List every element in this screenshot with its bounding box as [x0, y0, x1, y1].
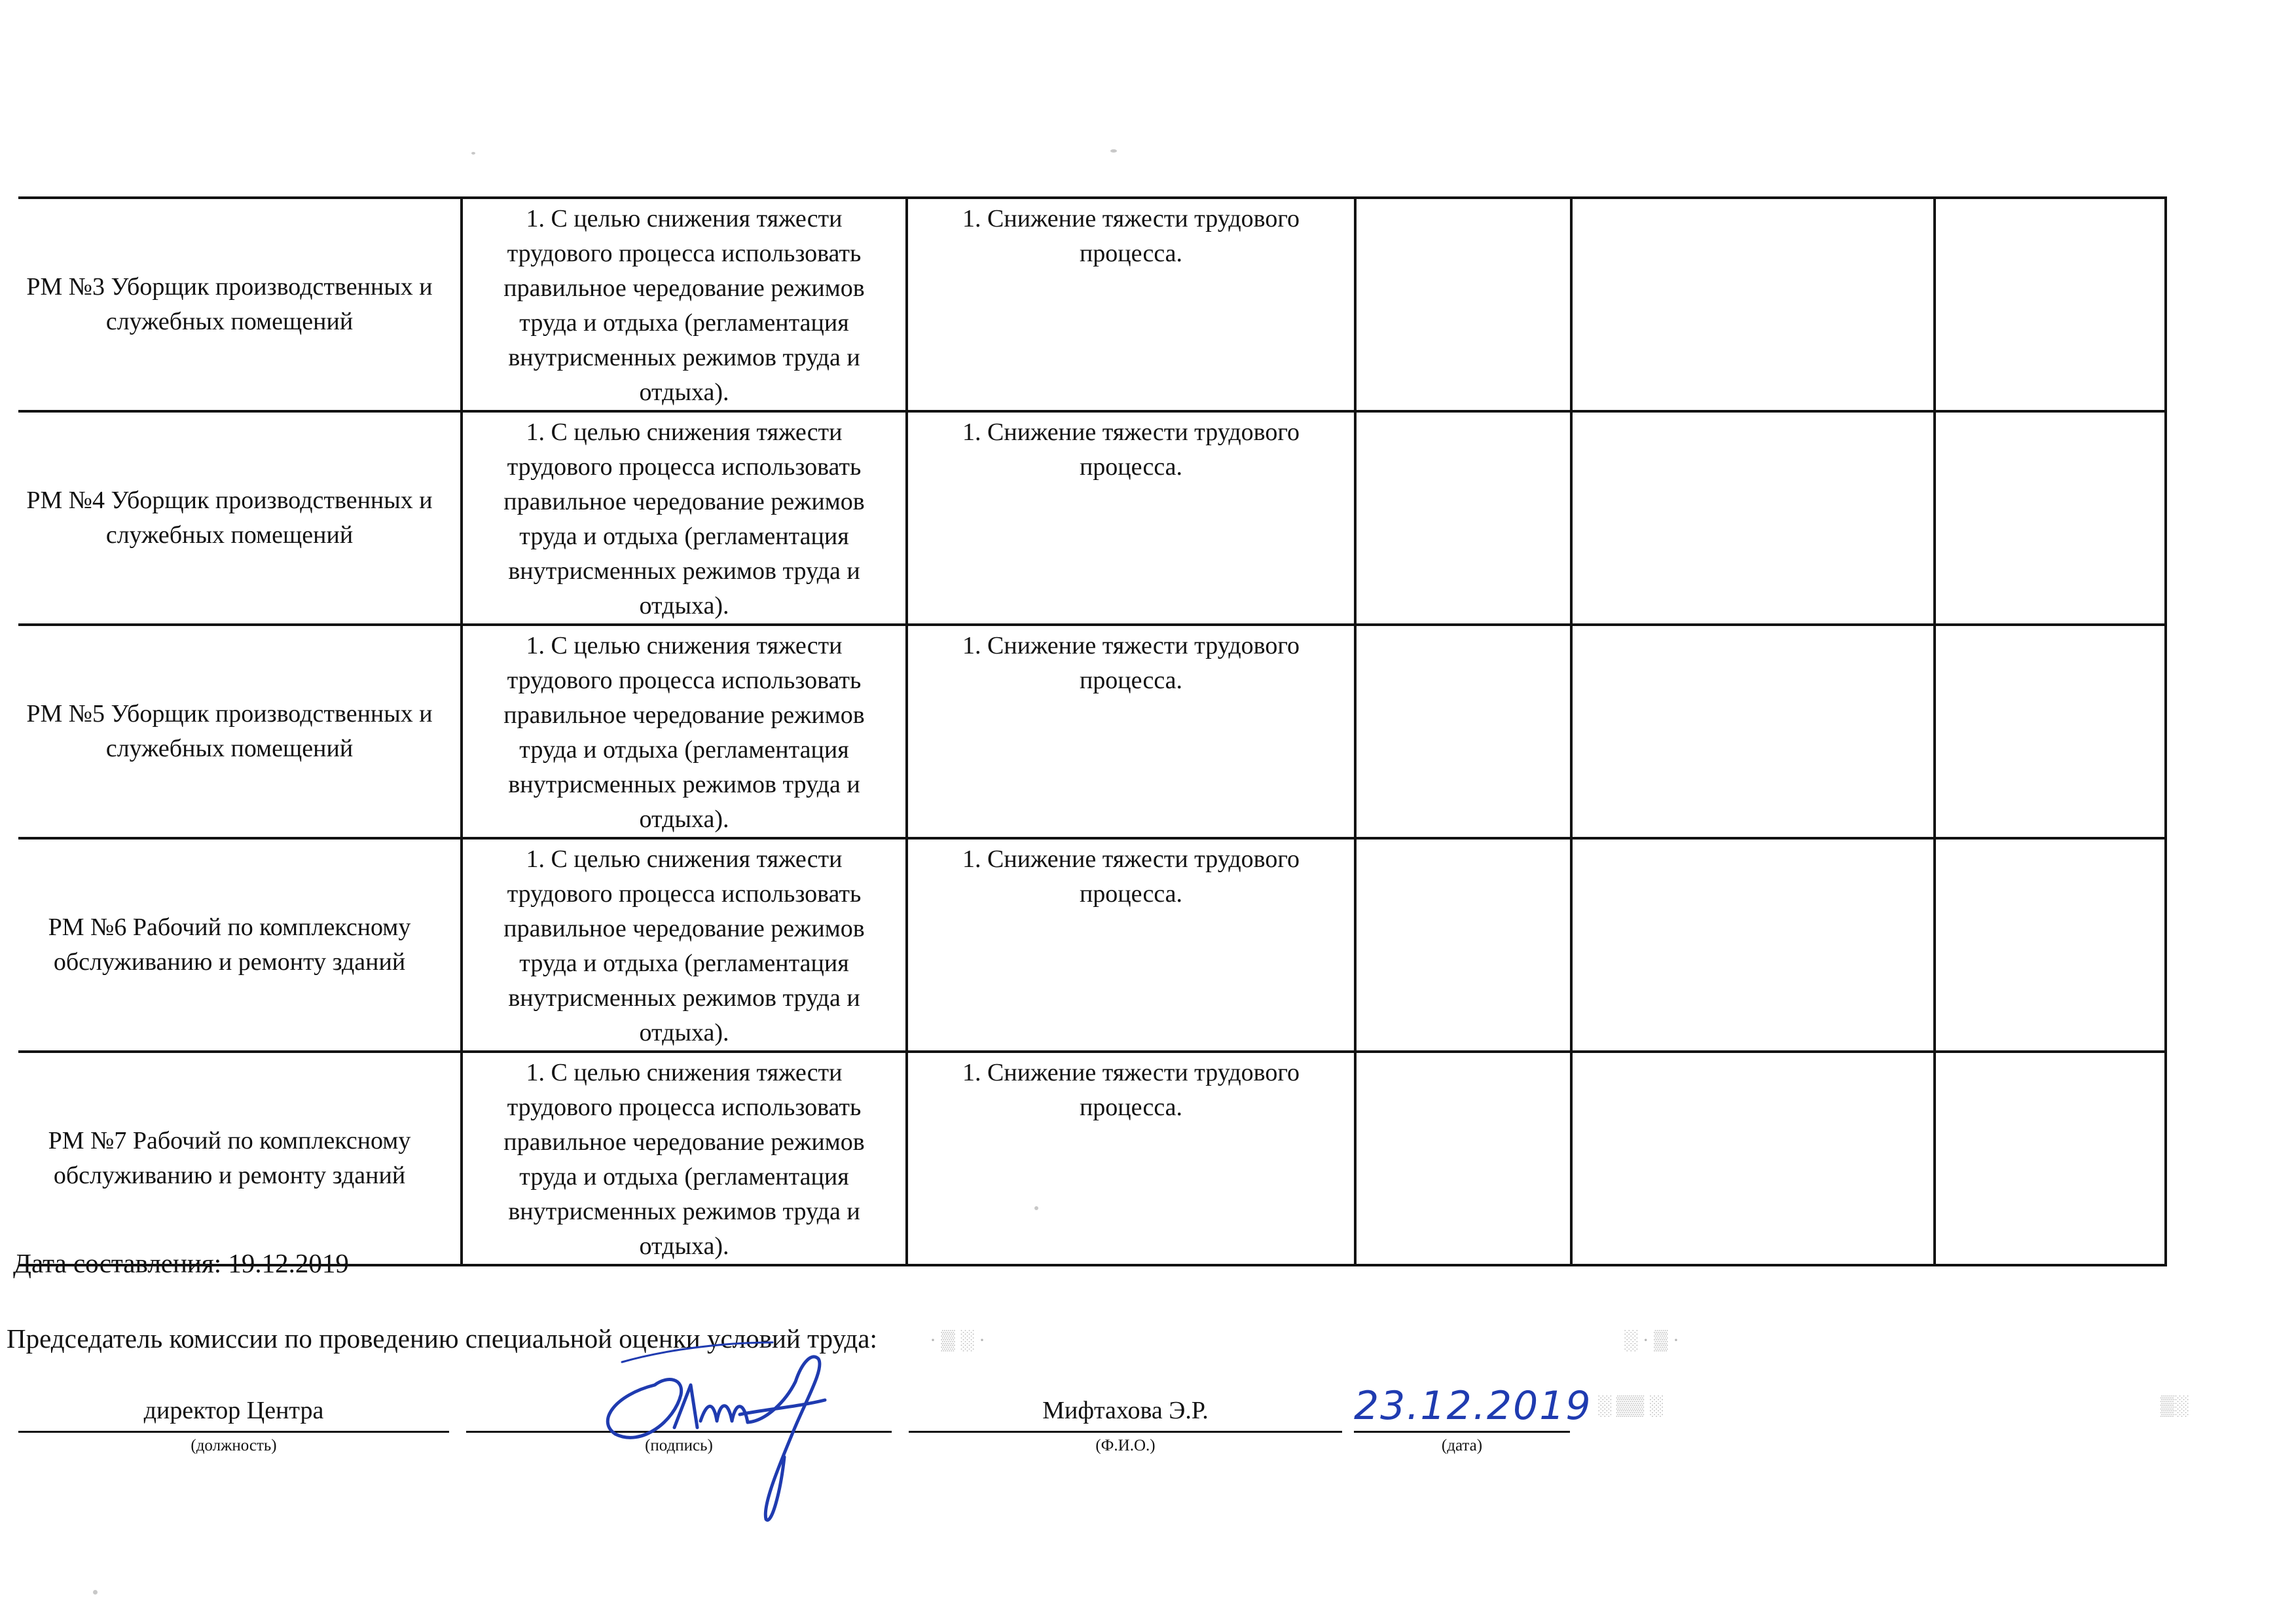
goal-cell-text: 1. Снижение тяжести трудового процесса. — [962, 632, 1300, 694]
goal-cell-text: 1. Снижение тяжести трудового процесса. — [962, 845, 1300, 908]
workplace-cell — [18, 198, 462, 411]
table-row — [18, 838, 2166, 1052]
handwritten-date: 23.12.2019 — [1354, 1383, 1592, 1429]
measure-cell — [462, 838, 907, 1052]
position-caption: (должность) — [191, 1437, 277, 1454]
workplace-cell-text: РМ №4 Уборщик производственных и служебных помещений — [26, 487, 433, 549]
empty-cell — [1935, 1052, 2166, 1265]
workplace-cell-text: РМ №3 Уборщик производственных и служебных помещений — [26, 273, 433, 335]
goal-cell — [907, 838, 1355, 1052]
empty-cell — [1935, 838, 2166, 1052]
empty-cell — [1571, 838, 1935, 1052]
goal-cell — [907, 198, 1355, 411]
table-row — [18, 198, 2166, 411]
compilation-date: Дата составления: 19.12.2019 — [13, 1248, 349, 1278]
measure-cell-text: 1. С целью снижения тяжести трудового процесса использовать правильное чередование режимов труда и отдыха (регламентация внутрисменных режимов труда и отдыха). — [503, 1059, 865, 1260]
measure-cell-text: 1. С целью снижения тяжести трудового процесса использовать правильное чередование режимов труда и отдыха (регламентация внутрисменных режимов труда и отдыха). — [503, 205, 865, 406]
empty-cell — [1935, 198, 2166, 411]
empty-cell — [1355, 625, 1571, 838]
empty-cell — [1355, 198, 1571, 411]
empty-cell — [1355, 411, 1571, 625]
workplace-cell — [18, 625, 462, 838]
measure-cell-text: 1. С целью снижения тяжести трудового процесса использовать правильное чередование режимов труда и отдыха (регламентация внутрисменных режимов труда и отдыха). — [503, 418, 865, 619]
workplace-cell — [18, 411, 462, 625]
handwritten-signature — [576, 1323, 864, 1532]
empty-cell — [1571, 411, 1935, 625]
empty-cell — [1571, 198, 1935, 411]
bleed-through-mark: ░ ▒▒ ░ — [1597, 1395, 1664, 1416]
table-row — [18, 411, 2166, 625]
goal-cell-text: 1. Снижение тяжести трудового процесса. — [962, 205, 1300, 267]
signature-caption: (подпись) — [645, 1437, 713, 1454]
workplace-cell-text: РМ №6 Рабочий по комплексному обслуживанию и ремонту зданий — [48, 913, 411, 976]
measure-cell — [462, 1052, 907, 1265]
measures-table-body — [18, 198, 2166, 1265]
scan-speck — [1034, 1206, 1038, 1210]
empty-cell — [1571, 625, 1935, 838]
goal-cell-text: 1. Снижение тяжести трудового процесса. — [962, 1059, 1300, 1121]
date-underline — [1354, 1431, 1570, 1433]
measure-cell — [462, 411, 907, 625]
workplace-cell — [18, 838, 462, 1052]
name-field — [909, 1393, 1342, 1433]
bleed-through-mark: ▒░ — [2160, 1395, 2189, 1416]
scan-speck — [93, 1590, 98, 1595]
empty-cell — [1571, 1052, 1935, 1265]
empty-cell — [1355, 838, 1571, 1052]
measure-cell — [462, 625, 907, 838]
measure-cell-text: 1. С целью снижения тяжести трудового процесса использовать правильное чередование режимов труда и отдыха (регламентация внутрисменных режимов труда и отдыха). — [503, 632, 865, 833]
bleed-through-mark: · ▒ ░ · — [930, 1329, 985, 1351]
empty-cell — [1355, 1052, 1571, 1265]
empty-cell — [1935, 411, 2166, 625]
empty-cell — [1935, 625, 2166, 838]
goal-cell — [907, 411, 1355, 625]
workplace-cell-text: РМ №7 Рабочий по комплексному обслуживанию и ремонту зданий — [48, 1127, 411, 1189]
name-value: Мифтахова Э.Р. — [1042, 1397, 1209, 1424]
name-caption: (Ф.И.О.) — [1095, 1437, 1156, 1454]
scan-speck — [1110, 149, 1117, 153]
chairman-heading: Председатель комиссии по проведению специальной оценки условий труда: — [7, 1323, 877, 1354]
name-underline — [909, 1431, 1342, 1433]
measure-cell-text: 1. С целью снижения тяжести трудового процесса использовать правильное чередование режимов труда и отдыха (регламентация внутрисменных режимов труда и отдыха). — [503, 845, 865, 1046]
goal-cell — [907, 625, 1355, 838]
scan-speck — [471, 152, 475, 155]
workplace-cell-text: РМ №5 Уборщик производственных и служебных помещений — [26, 700, 433, 762]
date-caption: (дата) — [1441, 1437, 1483, 1454]
position-value: директор Центра — [143, 1397, 324, 1424]
table-row — [18, 1052, 2166, 1265]
workplace-cell — [18, 1052, 462, 1265]
measure-cell — [462, 198, 907, 411]
position-field — [18, 1393, 449, 1433]
bleed-through-mark: ░ · ▒ · — [1624, 1329, 1679, 1351]
measures-table — [18, 196, 2167, 1266]
table-row — [18, 625, 2166, 838]
goal-cell — [907, 1052, 1355, 1265]
goal-cell-text: 1. Снижение тяжести трудового процесса. — [962, 418, 1300, 481]
position-underline — [18, 1431, 449, 1433]
